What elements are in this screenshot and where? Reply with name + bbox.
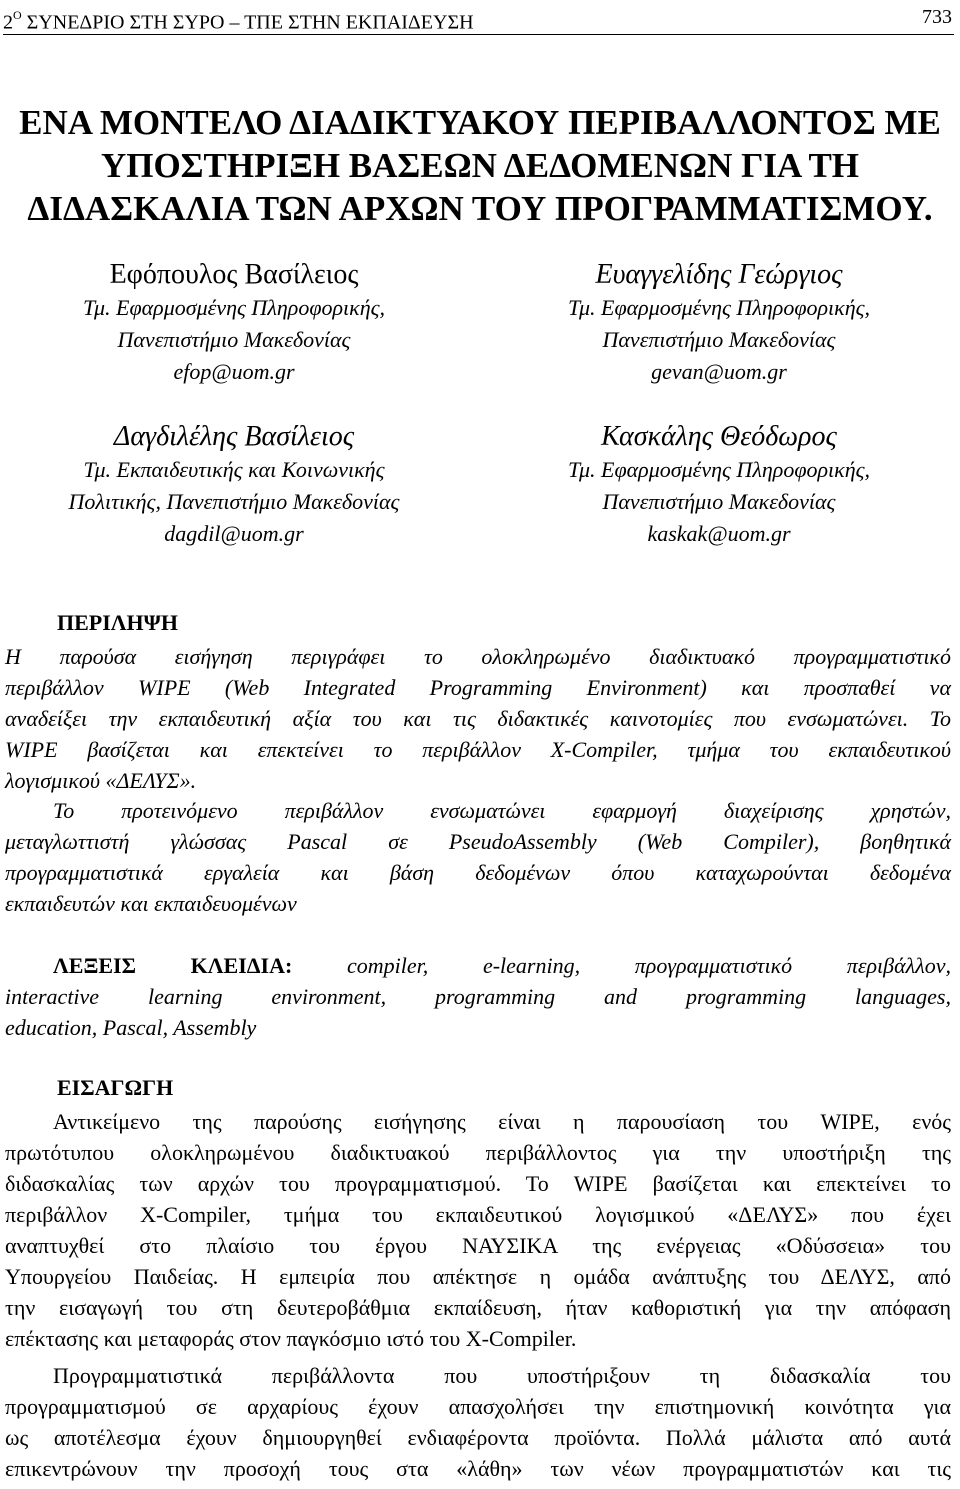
author-name: Δαγδιλέλης Βασίλειος (113, 421, 355, 452)
page-number: 733 (922, 6, 952, 28)
author-block-4 (478, 420, 960, 550)
author-affiliation: Τμ. Εκπαιδευτικής και Κοινωνικής (83, 457, 385, 482)
title-line: ΔΙΔΑΣΚΑΛΙΑ ΤΩΝ ΑΡΧΩΝ ΤΟΥ ΠΡΟΓΡΑΜΜΑΤΙΣΜΟΥ. (27, 189, 933, 228)
text-line: Η παρούσα εισήγηση περιγράφει το ολοκληρωμένο διαδικτυακό προγραμματιστικό (5, 644, 951, 669)
author-email: kaskak@uom.gr (647, 521, 791, 546)
text-line: πρωτότυπου ολοκληρωμένου διαδικτυακού περιβάλλοντος για την υποστήριξη της (5, 1140, 951, 1165)
author-block-2 (0, 420, 468, 550)
text-line: education, Pascal, Assembly (5, 1015, 257, 1040)
author-affiliation: Τμ. Εφαρμοσμένης Πληροφορικής, (82, 295, 386, 320)
author-block-3 (478, 258, 960, 388)
introduction-heading: ΕΙΣΑΓΩΓΗ (57, 1075, 174, 1100)
text-line: διδασκαλίας των αρχών του προγραμματισμού. Το WIPE βασίζεται και επεκτείνει το (5, 1171, 951, 1196)
text-line: WIPE βασίζεται και επεκτείνει το περιβάλλον X-Compiler, τμήμα του εκπαιδευτικού (5, 737, 951, 762)
text-line: Το προτεινόμενο περιβάλλον ενσωματώνει εφαρμογή διαχείρισης χρηστών, (53, 798, 951, 823)
author-affiliation: Τμ. Εφαρμοσμένης Πληροφορικής, (567, 457, 871, 482)
author-name: Ευαγγελίδης Γεώργιος (595, 259, 843, 290)
title-line: ΥΠΟΣΤΗΡΙΞΗ ΒΑΣΕΩΝ ΔΕΔΟΜΕΝΩΝ ΓΙΑ ΤΗ (100, 146, 860, 185)
abstract-paragraph-1 (5, 641, 951, 796)
text-line: ως αποτέλεσμα έχουν δημιουργηθεί ενδιαφέροντα προϊόντα. Πολλά μάλιστα από αυτά (5, 1425, 951, 1450)
author-affiliation: Τμ. Εφαρμοσμένης Πληροφορικής, (567, 295, 871, 320)
text-line: μεταγλωττιστή γλώσσας Pascal σε PseudoAssembly (Web Compiler), βοηθητικά (5, 829, 951, 854)
text-line: εκπαιδευτών και εκπαιδευομένων (5, 891, 297, 916)
text-line: λογισμικού «ΔΕΛΥΣ». (5, 768, 197, 793)
text-line: αναδείξει την εκπαιδευτική αξία του και τις διδακτικές καινοτομίες που ενσωματώνει. Το (5, 706, 951, 731)
keywords-label: ΛΕΞΕΙΣ ΚΛΕΙΔΙΑ: (53, 953, 293, 978)
author-name: Κασκάλης Θεόδωρος (601, 421, 837, 452)
text-line: περιβάλλον WIPE (Web Integrated Programming Environment) και προσπαθεί να (5, 675, 951, 700)
text-line: επέκτασης και μεταφοράς στον παγκόσμιο ιστό του X-Compiler. (5, 1326, 577, 1351)
text-line: περιβάλλον X-Compiler, τμήμα του εκπαιδευτικού λογισμικού «ΔΕΛΥΣ» που έχει (5, 1202, 951, 1227)
author-affiliation: Πανεπιστήμιο Μακεδονίας (602, 327, 836, 352)
abstract-heading: ΠΕΡΙΛΗΨΗ (57, 610, 178, 635)
text-line: προγραμματισμού σε αρχαρίους έχουν απασχολήσει την επιστημονική κοινότητα για (5, 1394, 951, 1419)
text-line: επικεντρώνουν την προσοχή τους στα «λάθη» των νέων προγραμματιστών και τις (5, 1456, 951, 1481)
text-line: Προγραμματιστικά περιβάλλοντα που υποστήριξουν τη διδασκαλία του (53, 1363, 951, 1388)
introduction-paragraph-1 (5, 1106, 951, 1354)
author-email: dagdil@uom.gr (164, 521, 304, 546)
conference-name: $2^O$ ΣΥΝΕΔΡΙΟ ΣΤΗ ΣΥΡΟ – ΤΠΕ ΣΤΗΝ ΕΚΠΑΙΔΕΥΣΗ (3, 8, 474, 34)
author-affiliation: Πανεπιστήμιο Μακεδονίας (602, 489, 836, 514)
text-line: Αντικείμενο της παρούσης εισήγησης είναι η παρουσίαση του WIPE, ενός (53, 1109, 951, 1134)
author-name: Εφόπουλος Βασίλειος (109, 259, 359, 290)
abstract-paragraph-2 (5, 795, 951, 919)
text-line: αναπτυχθεί στο πλαίσιο του έργου ΝΑΥΣΙΚΑ της ενέργειας «Οδύσσεια» του (5, 1233, 951, 1258)
text-line: interactive learning environment, programming and programming languages, (5, 984, 951, 1009)
author-email: efop@uom.gr (173, 359, 295, 384)
text-line: προγραμματιστικά εργαλεία και βάση δεδομένων όπου καταχωρούνται δεδομένα (5, 860, 951, 885)
running-header (3, 0, 954, 35)
paper-title (0, 101, 960, 230)
author-affiliation: Πανεπιστήμιο Μακεδονίας (117, 327, 351, 352)
keywords-text: compiler, e-learning, προγραμματιστικό περιβάλλον, (292, 953, 951, 978)
keywords-block (5, 950, 951, 1043)
text-line: την εισαγωγή του στη δευτεροβάθμια εκπαίδευση, ήταν καθοριστική για την απόφαση (5, 1295, 951, 1320)
text-line (5, 950, 951, 981)
author-block-1 (0, 258, 468, 388)
text-line: Υπουργείου Παιδείας. Η εμπειρία που απέκτησε η ομάδα ανάπτυξης του ΔΕΛΥΣ, από (5, 1264, 951, 1289)
author-affiliation: Πολιτικής, Πανεπιστήμιο Μακεδονίας (68, 489, 400, 514)
introduction-paragraph-2 (5, 1360, 951, 1484)
title-line: ΕΝΑ ΜΟΝΤΕΛΟ ΔΙΑΔΙΚΤΥΑΚΟΥ ΠΕΡΙΒΑΛΛΟΝΤΟΣ ΜΕ (19, 103, 941, 142)
author-email: gevan@uom.gr (651, 359, 787, 384)
